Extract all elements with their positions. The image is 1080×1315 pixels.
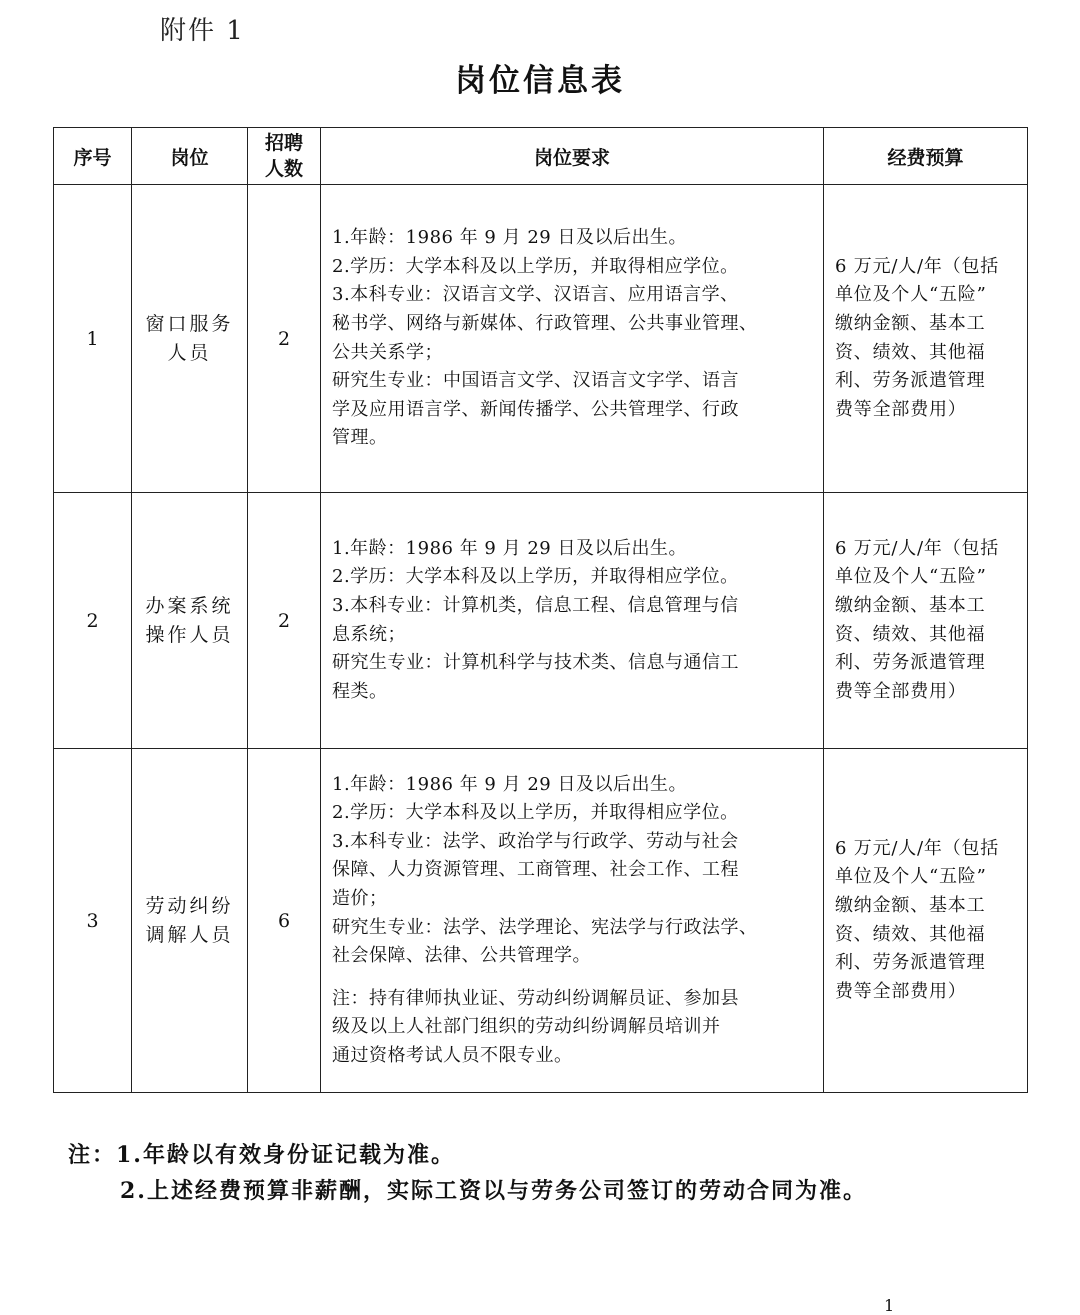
row-budget: [824, 493, 1028, 749]
row-count: 6: [248, 749, 321, 1093]
table-row: [54, 493, 1028, 749]
budget-line: 费等全部费用）: [835, 398, 967, 420]
requirement-line: 3.本科专业：汉语言文学、汉语言、应用语言学、: [332, 284, 739, 306]
budget-line: 费等全部费用）: [835, 680, 967, 702]
row-post: [132, 493, 248, 749]
requirement-line: 3.本科专业：法学、政治学与行政学、劳动与社会: [332, 830, 739, 852]
row-post-line: 调解人员: [145, 923, 234, 946]
requirement-line: 研究生专业：计算机科学与技术类、信息与通信工: [332, 652, 739, 674]
budget-line: 缴纳金额、基本工: [835, 312, 986, 334]
budget-line: 单位及个人“五险”: [835, 566, 987, 588]
requirement-line: 公共关系学；: [332, 341, 443, 363]
row-post-line: 人员: [167, 341, 212, 364]
requirement-line: 管理。: [332, 427, 388, 449]
requirement-line: 2.学历：大学本科及以上学历，并取得相应学位。: [332, 802, 739, 824]
requirement-line: 造价；: [332, 887, 388, 909]
column-header-count-line2: 人数: [264, 158, 303, 180]
budget-line: 缴纳金额、基本工: [835, 594, 986, 616]
page-number: 1: [884, 1296, 895, 1315]
requirement-line: 3.本科专业：计算机类，信息工程、信息管理与信: [332, 594, 739, 616]
budget-line: 6 万元/人/年（包括: [835, 255, 1000, 277]
row-requirements: [321, 493, 824, 749]
row-budget: [824, 749, 1028, 1093]
page-title: 岗位信息表: [455, 63, 625, 99]
attachment-label: 附件 1: [160, 16, 245, 46]
row-post-line: 劳动纠纷: [145, 894, 234, 917]
row-post-line: 操作人员: [145, 623, 234, 646]
budget-line: 利、劳务派遣管理: [835, 652, 986, 674]
requirement-line: 研究生专业：法学、法学理论、宪法学与行政法学、: [332, 916, 758, 938]
budget-line: 缴纳金额、基本工: [835, 894, 986, 916]
row-requirements: [321, 185, 824, 493]
budget-line: 资、绩效、其他福: [835, 623, 986, 645]
requirement-line: 1.年龄：1986 年 9 月 29 日及以后出生。: [332, 537, 687, 559]
row-seq: 3: [54, 749, 132, 1093]
budget-line: 单位及个人“五险”: [835, 284, 987, 306]
requirement-line: 程类。: [332, 680, 388, 702]
column-header-count: [248, 128, 321, 185]
row-post: [132, 749, 248, 1093]
row-requirements: [321, 749, 824, 1093]
budget-line: 6 万元/人/年（包括: [835, 537, 1000, 559]
requirement-line: 1.年龄：1986 年 9 月 29 日及以后出生。: [332, 227, 687, 249]
requirement-line: 2.学历：大学本科及以上学历，并取得相应学位。: [332, 255, 739, 277]
requirement-line: 2.学历：大学本科及以上学历，并取得相应学位。: [332, 566, 739, 588]
budget-line: 费等全部费用）: [835, 980, 967, 1002]
table-header-row: [54, 128, 1028, 185]
table-row: [54, 749, 1028, 1093]
footnotes: [68, 1137, 867, 1209]
budget-line: 资、绩效、其他福: [835, 341, 986, 363]
requirement-line: 保障、人力资源管理、工商管理、社会工作、工程: [332, 859, 739, 881]
budget-line: 资、绩效、其他福: [835, 923, 986, 945]
footnote-line-2: 2.上述经费预算非薪酬，实际工资以与劳务公司签订的劳动合同为准。: [120, 1178, 867, 1204]
column-header-requirements: 岗位要求: [321, 128, 824, 185]
requirement-line: 研究生专业：中国语言文学、汉语言文字学、语言: [332, 370, 739, 392]
row-post: [132, 185, 248, 493]
row-budget: [824, 185, 1028, 493]
budget-line: 利、劳务派遣管理: [835, 952, 986, 974]
requirement-gap: [332, 971, 813, 985]
column-header-count-line1: 招聘: [264, 132, 303, 154]
budget-line: 利、劳务派遣管理: [835, 370, 986, 392]
column-header-budget: 经费预算: [824, 128, 1028, 185]
row-seq: 2: [54, 493, 132, 749]
row-count: 2: [248, 185, 321, 493]
row-post-line: 窗口服务: [145, 312, 234, 335]
row-seq: 1: [54, 185, 132, 493]
column-header-seq: 序号: [54, 128, 132, 185]
requirement-line: 1.年龄：1986 年 9 月 29 日及以后出生。: [332, 773, 687, 795]
requirement-line: 息系统；: [332, 623, 406, 645]
requirement-line: 秘书学、网络与新媒体、行政管理、公共事业管理、: [332, 312, 758, 334]
table-row: [54, 185, 1028, 493]
row-post-line: 办案系统: [145, 594, 234, 617]
budget-line: 单位及个人“五险”: [835, 866, 987, 888]
job-info-table: [53, 127, 1028, 1093]
budget-line: 6 万元/人/年（包括: [835, 837, 1000, 859]
row-count: 2: [248, 493, 321, 749]
footnote-line-1: 注：1.年龄以有效身份证记载为准。: [68, 1142, 455, 1168]
requirement-note-line: 通过资格考试人员不限专业。: [332, 1044, 573, 1066]
requirement-note-line: 注：持有律师执业证、劳动纠纷调解员证、参加县: [332, 987, 739, 1009]
requirement-note-line: 级及以上人社部门组织的劳动纠纷调解员培训并: [332, 1016, 721, 1038]
requirement-line: 学及应用语言学、新闻传播学、公共管理学、行政: [332, 398, 739, 420]
column-header-post: 岗位: [132, 128, 248, 185]
requirement-line: 社会保障、法律、公共管理学。: [332, 945, 591, 967]
